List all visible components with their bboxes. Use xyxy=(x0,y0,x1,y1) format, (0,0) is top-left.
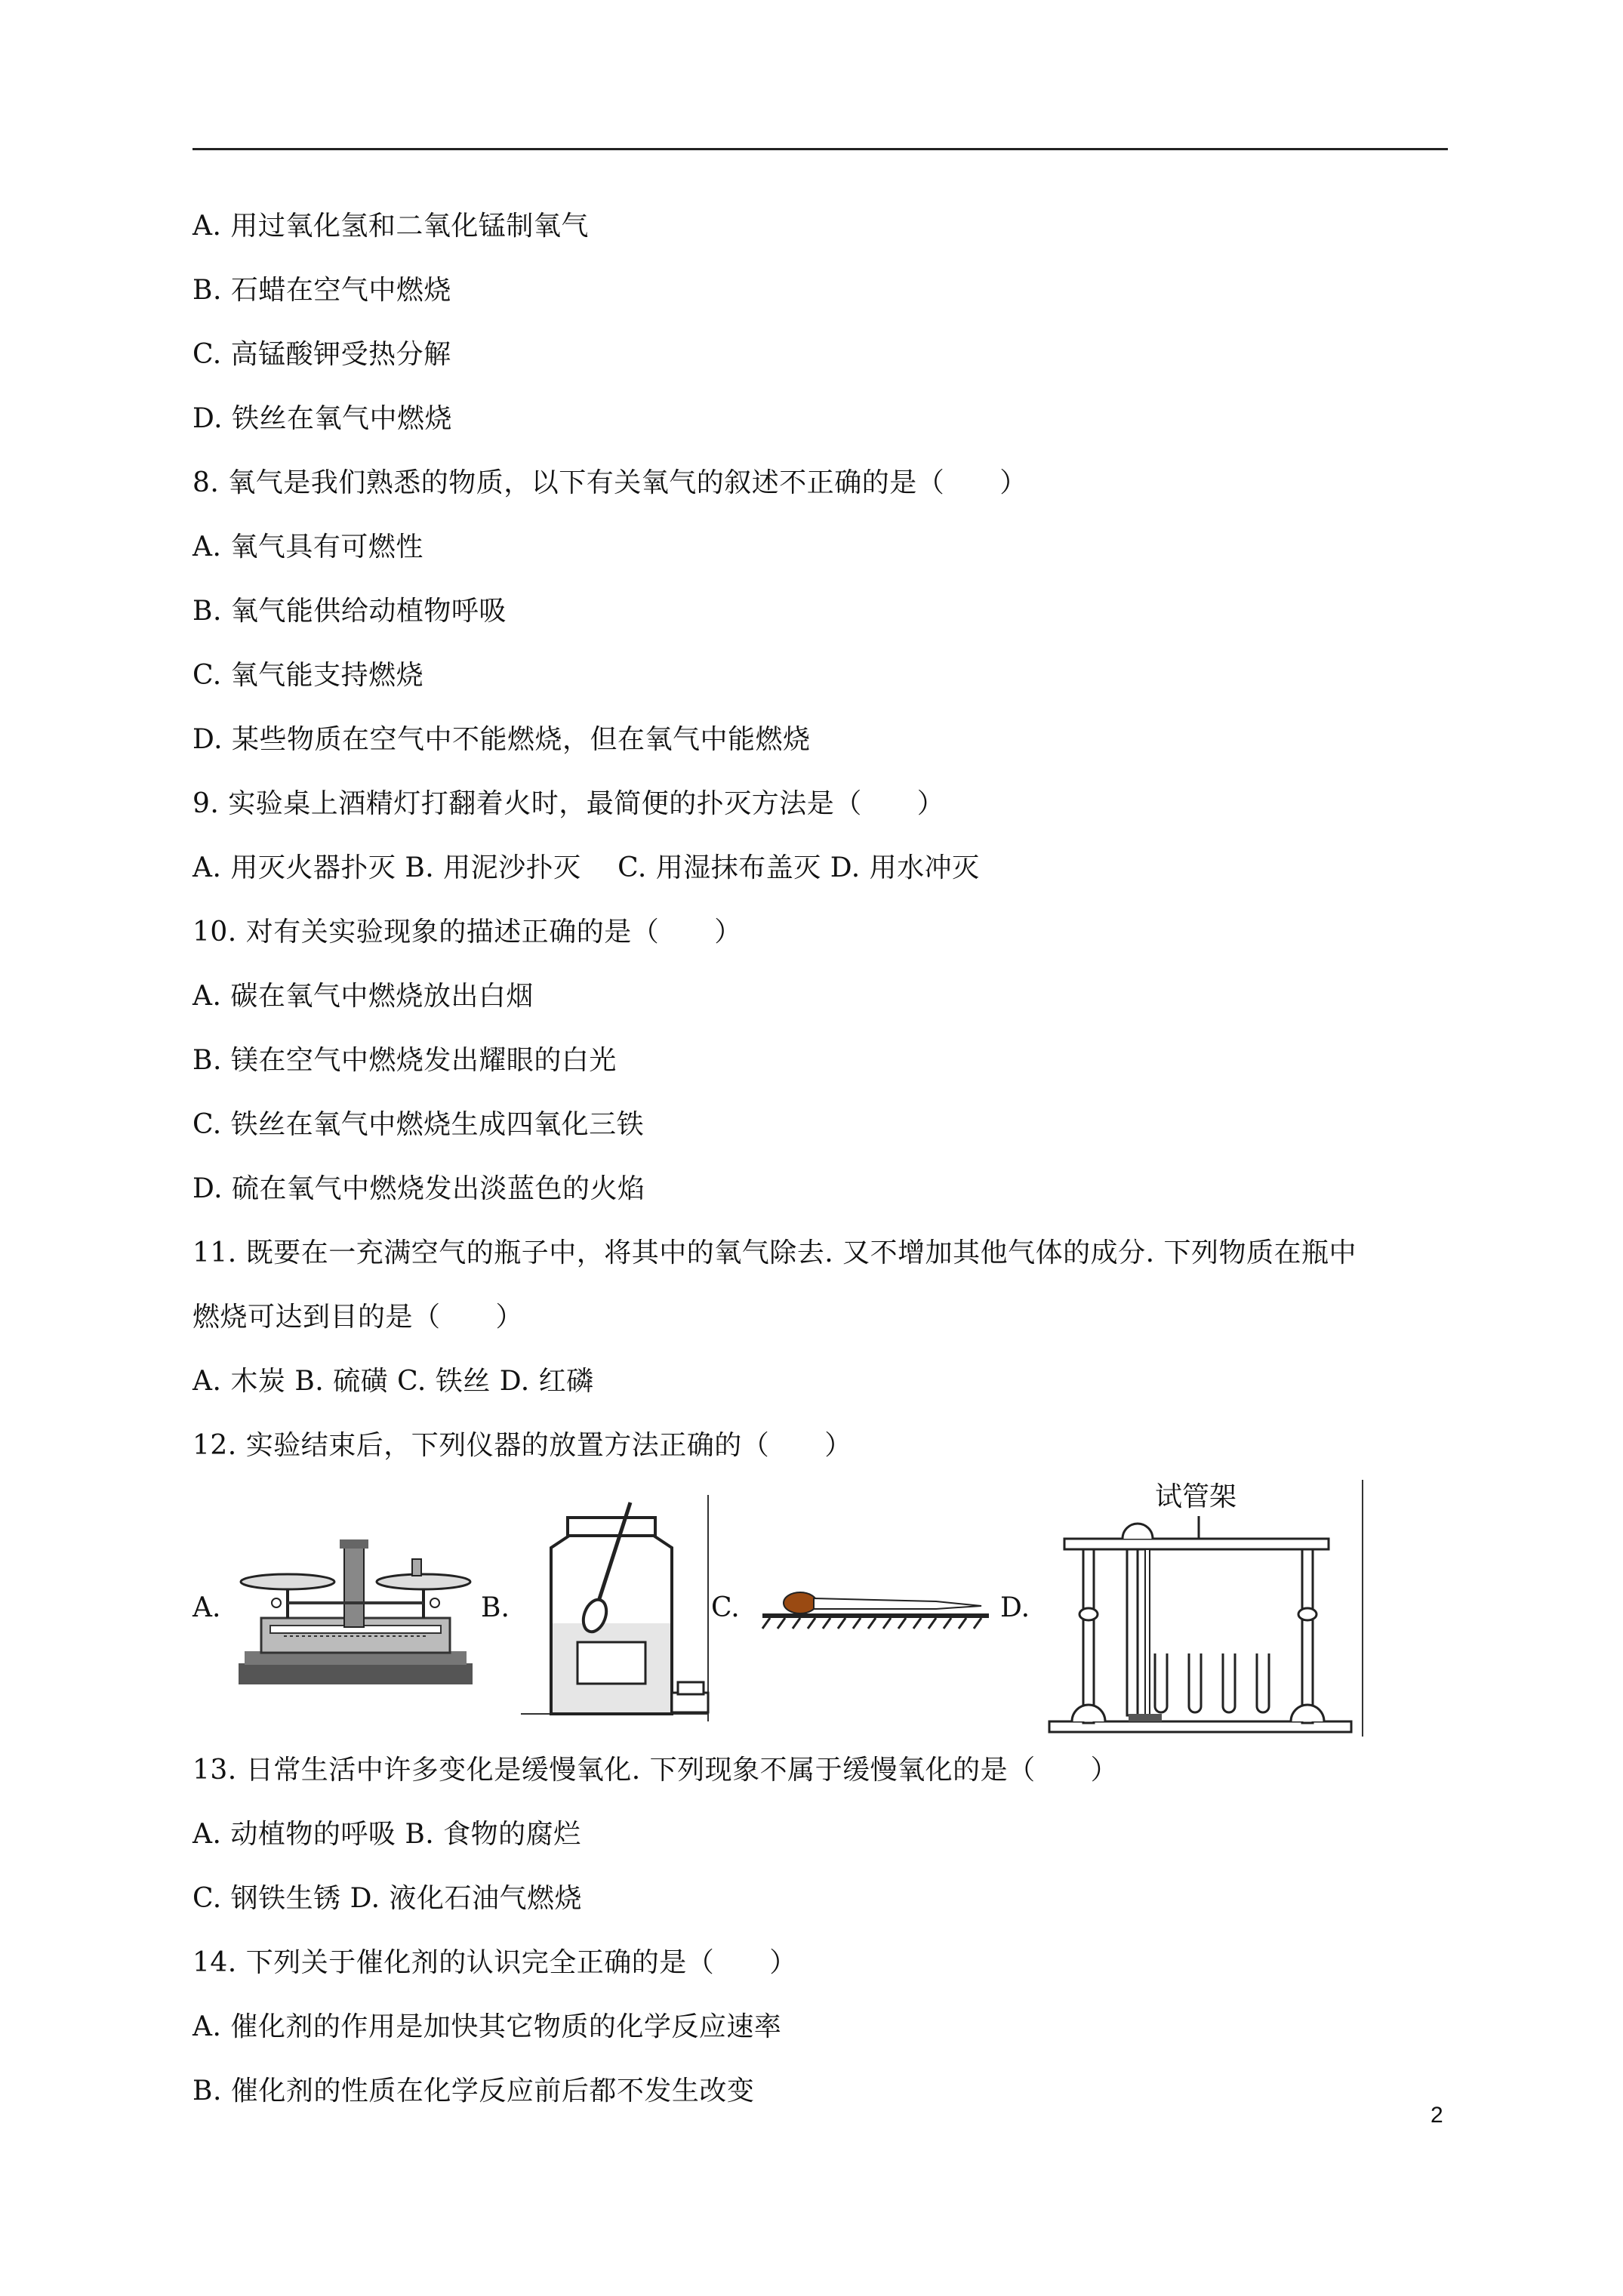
test-tube-rack-image xyxy=(1046,1480,1363,1737)
option-line: D. 硫在氧气中燃烧发出淡蓝色的火焰 xyxy=(192,1173,645,1204)
question-12: 12. 实验结束后，下列仪器的放置方法正确的（ ） xyxy=(192,1430,852,1461)
question-9: 9. 实验桌上酒精灯打翻着火时，最简便的扑灭方法是（ ） xyxy=(192,788,945,819)
option-line: C. 铁丝在氧气中燃烧生成四氧化三铁 xyxy=(192,1109,645,1140)
option-line: B. 石蜡在空气中燃烧 xyxy=(192,275,451,306)
figure-label-b: B. xyxy=(481,1592,510,1623)
dropper-image xyxy=(762,1582,989,1635)
figure-label-a: A. xyxy=(192,1592,221,1623)
option-line: C. 钢铁生锈 D. 液化石油气燃烧 xyxy=(192,1883,583,1914)
option-line: A. 用过氧化氢和二氧化锰制氧气 xyxy=(192,211,589,242)
header-rule xyxy=(192,148,1448,150)
option-line: B. 氧气能供给动植物呼吸 xyxy=(192,596,507,627)
option-line: A. 催化剂的作用是加快其它物质的化学反应速率 xyxy=(192,2011,782,2042)
option-line: A. 用灭火器扑灭 B. 用泥沙扑灭 C. 用湿抹布盖灭 D. 用水冲灭 xyxy=(192,852,980,883)
option-line: B. 镁在空气中燃烧发出耀眼的白光 xyxy=(192,1045,617,1076)
option-line: A. 动植物的呼吸 B. 食物的腐烂 xyxy=(192,1819,581,1850)
balance-scale-image xyxy=(239,1529,473,1687)
question-13: 13. 日常生活中许多变化是缓慢氧化. 下列现象不属于缓慢氧化的是（ ） xyxy=(192,1755,1119,1786)
option-line: A. 碳在氧气中燃烧放出白烟 xyxy=(192,981,534,1012)
option-line: A. 木炭 B. 硫磺 C. 铁丝 D. 红磷 xyxy=(192,1366,594,1397)
rack-label: 试管架 xyxy=(1155,1481,1237,1512)
question-8: 8. 氧气是我们熟悉的物质，以下有关氧气的叙述不正确的是（ ） xyxy=(192,467,1027,498)
option-line: B. 催化剂的性质在化学反应前后都不发生改变 xyxy=(192,2076,755,2106)
question-14: 14. 下列关于催化剂的认识完全正确的是（ ） xyxy=(192,1947,797,1978)
option-line: C. 氧气能支持燃烧 xyxy=(192,660,424,691)
page-number: 2 xyxy=(1431,2103,1443,2128)
reagent-bottle-image xyxy=(521,1495,710,1721)
option-line: D. 铁丝在氧气中燃烧 xyxy=(192,403,452,434)
question-11: 11. 既要在一充满空气的瓶子中，将其中的氧气除去. 又不增加其他气体的成分. 下列物质在瓶中 xyxy=(192,1237,1357,1268)
option-line: A. 氧气具有可燃性 xyxy=(192,532,423,562)
question-11-cont: 燃烧可达到目的是（ ） xyxy=(192,1302,524,1333)
figure-label-d: D. xyxy=(1000,1592,1030,1623)
figure-label-c: C. xyxy=(711,1592,740,1623)
option-line: C. 高锰酸钾受热分解 xyxy=(192,339,451,370)
question-10: 10. 对有关实验现象的描述正确的是（ ） xyxy=(192,917,742,948)
option-line: D. 某些物质在空气中不能燃烧，但在氧气中能燃烧 xyxy=(192,724,811,755)
